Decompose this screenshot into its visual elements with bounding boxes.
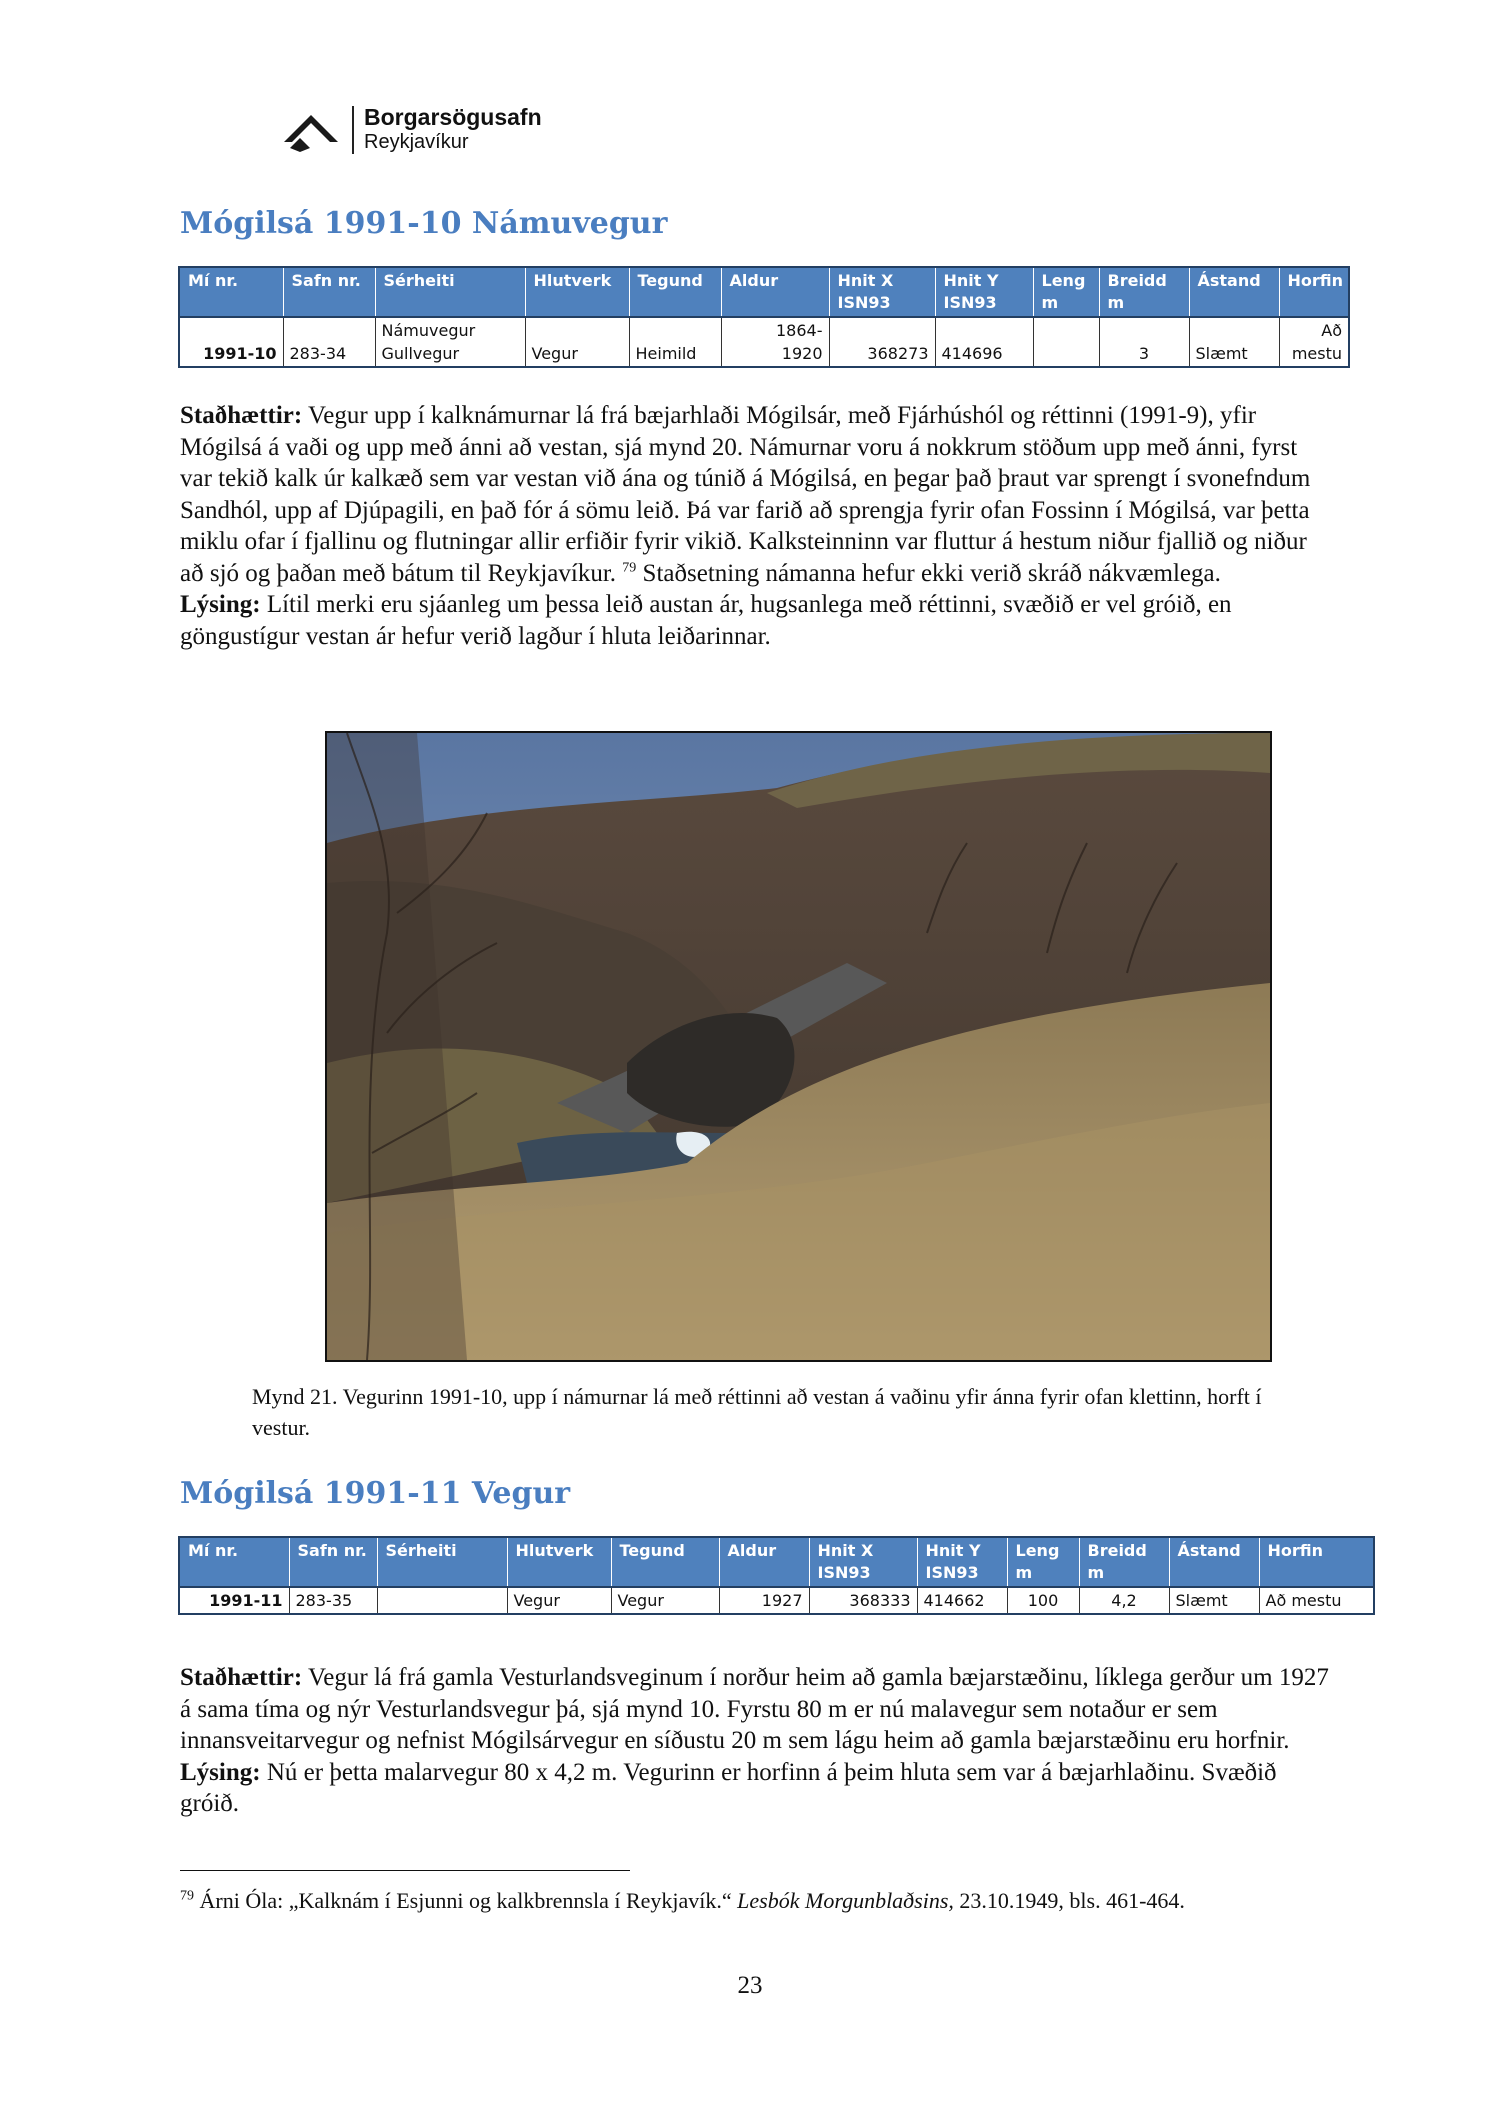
cell-safn-nr: 283-35	[289, 1587, 377, 1614]
col-header: Breidd m	[1099, 267, 1189, 317]
footnote-number: 79	[180, 1888, 194, 1904]
logo-divider	[352, 106, 354, 154]
col-header: Breidd m	[1079, 1537, 1169, 1587]
footnote-text: Árni Óla: „Kalknám í Esjunni og kalkbrennsla í Reykjavík.“	[194, 1888, 738, 1913]
stadhaettir-text: Vegur lá frá gamla Vesturlandsveginum í norður heim að gamla bæjarstæðinu, líklega gerður um 1927 á sama tíma og nýr Vesturlandsvegur þá, sjá mynd 10. Fyrstu 80 m er nú malavegur sem notaður er sem innansveitarvegur og nefnist Mógilsárvegur en síðustu 20 m sem lágu heim að gamla bæjarstæðinu eru horfnir.	[180, 1664, 1329, 1754]
cell-hnit-y: 414696	[935, 317, 1033, 367]
table-header-row	[179, 267, 1349, 317]
cell-safn-nr: 283-34	[283, 317, 375, 367]
cell-hnit-y: 414662	[917, 1587, 1007, 1614]
cell-hnit-x: 368333	[809, 1587, 917, 1614]
horfin-line1: Að	[1321, 321, 1342, 340]
col-header: Mí nr.	[179, 267, 283, 317]
footnote-separator	[180, 1870, 630, 1871]
stadhaettir-text: Vegur upp í kalknámurnar lá frá bæjarhlaði Mógilsár, með Fjárhúshól og réttinni (1991-9), yfir Mógilsá á vaði og upp með ánni að vestan, sjá mynd 20. Námurnar voru á nokkrum stöðum upp með ánni, fyrst var tekið kalk úr kalkæð sem var vestan við ána og túnið á Mógilsá, en þegar það þraut var sprengt í svonefndum Sandhól, upp af Djúpagili, en það fór á sömu leið. Þá var farið að sprengja fyrir ofan Fossinn í Mógilsá, var þetta miklu ofar í fjallinu og flutningar allir erfiðir fyrir vikið. Kalksteinninn var fluttur á hestum niður fjallið og niður að sjó og þaðan með bátum til Reykjavíkur.	[180, 402, 1311, 587]
lysing-text: Lítil merki eru sjáanleg um þessa leið austan ár, hugsanlega með réttinni, svæðið er vel gróið, en göngustígur vestan ár hefur verið lagður í hluta leiðarinnar.	[180, 591, 1232, 650]
col-header: Hlutverk	[507, 1537, 611, 1587]
col-header: Ástand	[1189, 267, 1279, 317]
lysing-label: Lýsing:	[180, 1758, 261, 1786]
footnote	[180, 1885, 1310, 1916]
col-header: Hlutverk	[525, 267, 629, 317]
section-title-1991-10: Mógilsá 1991-10 Námuvegur	[180, 206, 668, 241]
cell-horfin: Að mestu	[1259, 1587, 1374, 1614]
cell-mi-nr: 1991-10	[179, 317, 283, 367]
col-header: Hnit Y ISN93	[917, 1537, 1007, 1587]
footnote-text-after: 23.10.1949, bls. 461-464.	[953, 1888, 1185, 1913]
cell-horfin	[1279, 317, 1349, 367]
col-header: Safn nr.	[283, 267, 375, 317]
col-header: Sérheiti	[375, 267, 525, 317]
registry-table-1991-11	[178, 1536, 1375, 1615]
serheiti-line2: Gullvegur	[381, 344, 460, 363]
col-header: Ástand	[1169, 1537, 1259, 1587]
col-header: Horfin	[1279, 267, 1349, 317]
col-header: Leng m	[1033, 267, 1099, 317]
footnote-ref[interactable]: 79	[622, 560, 637, 576]
cell-hlutverk: Vegur	[525, 317, 629, 367]
table-header-row	[179, 1537, 1374, 1587]
col-header: Hnit Y ISN93	[935, 267, 1033, 317]
cell-aldur	[721, 317, 829, 367]
cell-hnit-x: 368273	[829, 317, 935, 367]
landscape-photo	[325, 731, 1272, 1362]
stadhaettir-label: Staðhættir:	[180, 1664, 303, 1691]
cell-hlutverk: Vegur	[507, 1587, 611, 1614]
col-header: Leng m	[1007, 1537, 1079, 1587]
cell-breidd: 4,2	[1079, 1587, 1169, 1614]
figure-caption: Mynd 21. Vegurinn 1991-10, upp í námurnar lá með réttinni að vestan á vaðinu yfir ánna fyrir ofan klettinn, horft í vestur.	[252, 1384, 1262, 1440]
aldur-line2: 1920	[781, 344, 823, 363]
cell-tegund: Vegur	[611, 1587, 719, 1614]
col-header: Aldur	[719, 1537, 809, 1587]
col-header: Horfin	[1259, 1537, 1374, 1587]
table-row	[179, 1587, 1374, 1614]
paragraph-stadhaettir-1991-10	[180, 400, 1330, 652]
col-header: Safn nr.	[289, 1537, 377, 1587]
col-header: Hnit X ISN93	[829, 267, 935, 317]
table-row	[179, 317, 1349, 367]
paragraph-stadhaettir-1991-11	[180, 1662, 1330, 1820]
serheiti-line1: Námuvegur	[381, 321, 476, 340]
col-header: Mí nr.	[179, 1537, 289, 1587]
stadhaettir-tail: Staðsetning námanna hefur ekki verið skráð nákvæmlega.	[636, 559, 1221, 587]
cell-leng: 100	[1007, 1587, 1079, 1614]
page-number: 23	[737, 1972, 763, 1999]
footnote-source: Lesbók Morgunblaðsins,	[737, 1888, 954, 1913]
museum-logo	[280, 104, 560, 158]
cell-aldur: 1927	[719, 1587, 809, 1614]
aldur-line1: 1864-	[776, 321, 823, 340]
cell-serheiti	[377, 1587, 507, 1614]
cell-astand: Slæmt	[1169, 1587, 1259, 1614]
lysing-label: Lýsing:	[180, 591, 261, 618]
cell-serheiti	[375, 317, 525, 367]
col-header: Hnit X ISN93	[809, 1537, 917, 1587]
registry-table-1991-10	[178, 266, 1350, 368]
col-header: Aldur	[721, 267, 829, 317]
col-header: Sérheiti	[377, 1537, 507, 1587]
cell-breidd: 3	[1099, 317, 1189, 367]
cell-astand: Slæmt	[1189, 317, 1279, 367]
section-title-1991-11: Mógilsá 1991-11 Vegur	[180, 1476, 571, 1511]
stadhaettir-label: Staðhættir:	[180, 402, 303, 429]
cell-leng	[1033, 317, 1099, 367]
logo-name: Borgarsögusafn	[364, 104, 542, 130]
col-header: Tegund	[629, 267, 721, 317]
cell-tegund: Heimild	[629, 317, 721, 367]
lysing-text: Nú er þetta malarvegur 80 x 4,2 m. Vegurinn er horfinn á þeim hluta sem var á bæjarhlaðinu. Svæðið gróið.	[180, 1758, 1277, 1817]
horfin-line2: mestu	[1291, 344, 1342, 363]
chevron-logo-icon	[280, 108, 342, 152]
logo-city: Reykjavíkur	[364, 131, 469, 153]
cell-mi-nr: 1991-11	[179, 1587, 289, 1614]
col-header: Tegund	[611, 1537, 719, 1587]
